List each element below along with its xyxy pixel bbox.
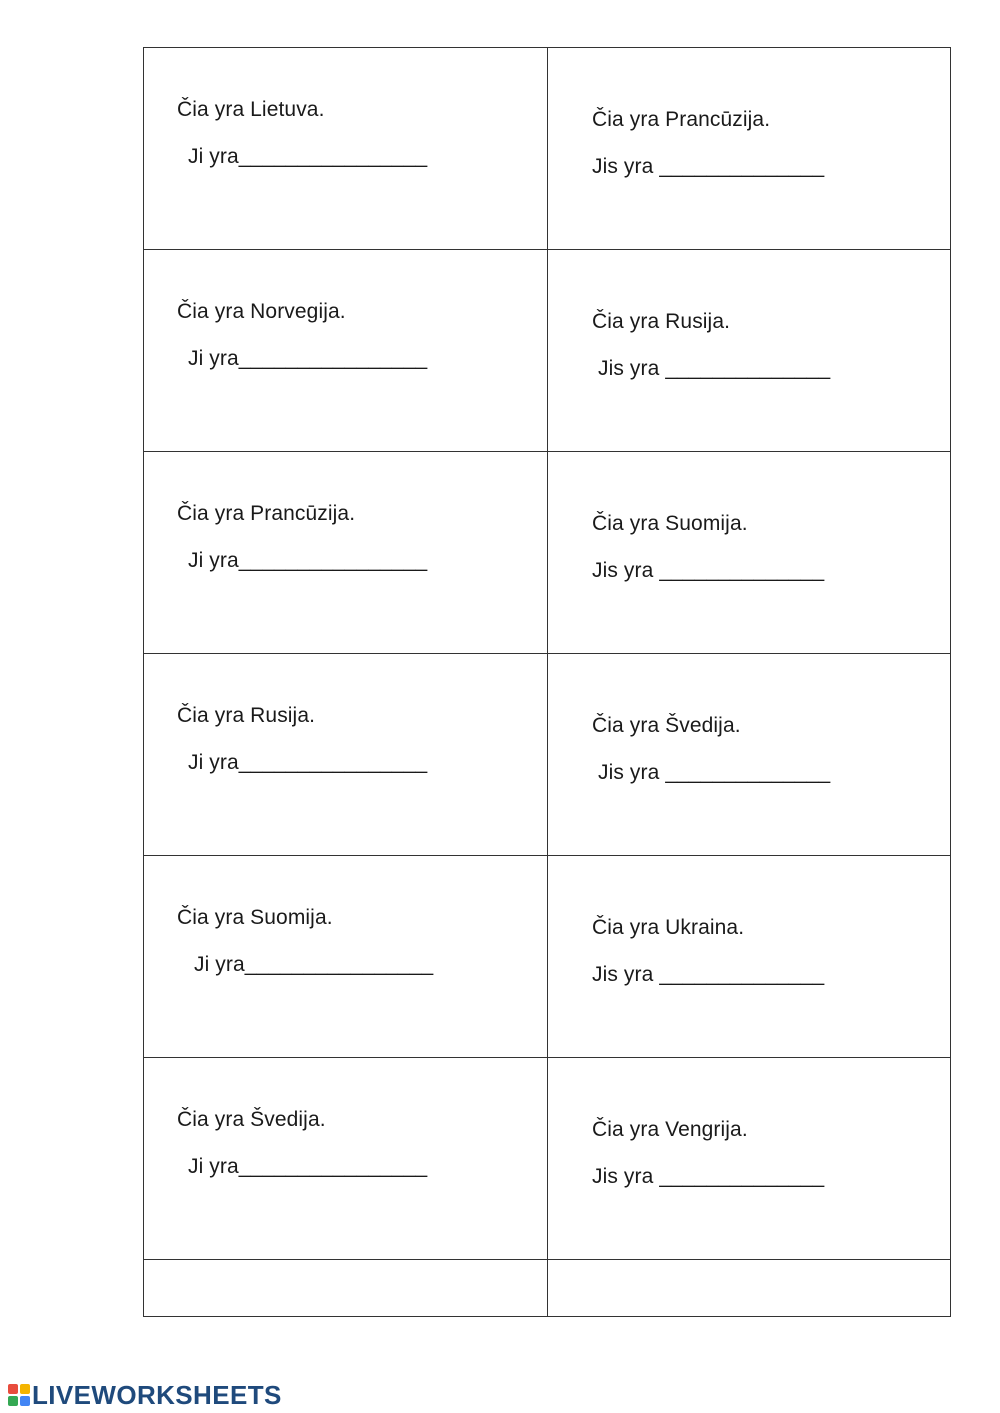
cell-right-empty [548,1260,952,1318]
answer-line [592,559,824,583]
answer-blank[interactable]: ______________ [665,761,831,784]
cell-right [548,1058,952,1259]
answer-stem: Jis yra [592,155,660,178]
logo-text: LIVEWORKSHEETS [32,1379,282,1410]
table-row [144,654,950,856]
cell-left-empty [144,1260,547,1318]
cell-prompt: Čia yra Rusija. [592,310,731,333]
cell-prompt: Čia yra Prancūzija. [177,502,356,525]
table-row [144,250,950,452]
cell-prompt: Čia yra Lietuva. [177,98,325,121]
answer-stem: Jis yra [598,357,666,380]
cell-prompt: Čia yra Švedija. [177,1108,326,1131]
answer-stem: Jis yra [592,1165,660,1188]
answer-line [188,549,427,573]
cell-prompt: Čia yra Ukraina. [592,916,745,939]
answer-blank[interactable]: ________________ [244,953,434,976]
answer-blank[interactable]: ________________ [238,347,428,370]
cell-right [548,250,952,451]
answer-blank[interactable]: ________________ [238,1155,428,1178]
cell-prompt: Čia yra Suomija. [177,906,333,929]
answer-stem: Jis yra [592,559,660,582]
worksheet-table [143,47,951,1317]
answer-line [188,751,427,775]
answer-blank[interactable]: ________________ [238,751,428,774]
cell-prompt: Čia yra Vengrija. [592,1118,748,1141]
answer-stem: Jis yra [598,761,666,784]
answer-blank[interactable]: ______________ [665,357,831,380]
answer-stem: Ji yra [194,953,245,976]
answer-stem: Jis yra [592,963,660,986]
answer-line [194,953,433,977]
empty-table-row [144,1260,950,1318]
table-row [144,856,950,1058]
answer-line [188,145,427,169]
table-row [144,48,950,250]
cell-left [144,1058,547,1259]
cell-right [548,654,952,855]
answer-blank[interactable]: ______________ [659,559,825,582]
cell-prompt: Čia yra Norvegija. [177,300,346,323]
cell-left [144,654,547,855]
answer-line [188,347,427,371]
answer-blank[interactable]: ______________ [659,1165,825,1188]
answer-line [592,963,824,987]
cell-prompt: Čia yra Suomija. [592,512,748,535]
cell-prompt: Čia yra Prancūzija. [592,108,771,131]
cell-left [144,48,547,249]
answer-line [592,1165,824,1189]
liveworksheets-logo[interactable] [8,1379,282,1410]
cell-left [144,250,547,451]
answer-stem: Ji yra [188,347,239,370]
answer-line [598,761,830,785]
answer-blank[interactable]: ______________ [659,963,825,986]
cell-prompt: Čia yra Švedija. [592,714,741,737]
answer-stem: Ji yra [188,145,239,168]
table-row [144,452,950,654]
answer-blank[interactable]: ______________ [659,155,825,178]
table-row [144,1058,950,1260]
answer-line [592,155,824,179]
answer-line [598,357,830,381]
answer-blank[interactable]: ________________ [238,145,428,168]
cell-prompt: Čia yra Rusija. [177,704,316,727]
cell-left [144,452,547,653]
answer-blank[interactable]: ________________ [238,549,428,572]
liveworksheets-logo-icon [8,1384,30,1406]
cell-right [548,856,952,1057]
answer-stem: Ji yra [188,751,239,774]
cell-right [548,48,952,249]
cell-left [144,856,547,1057]
answer-line [188,1155,427,1179]
cell-right [548,452,952,653]
answer-stem: Ji yra [188,1155,239,1178]
answer-stem: Ji yra [188,549,239,572]
